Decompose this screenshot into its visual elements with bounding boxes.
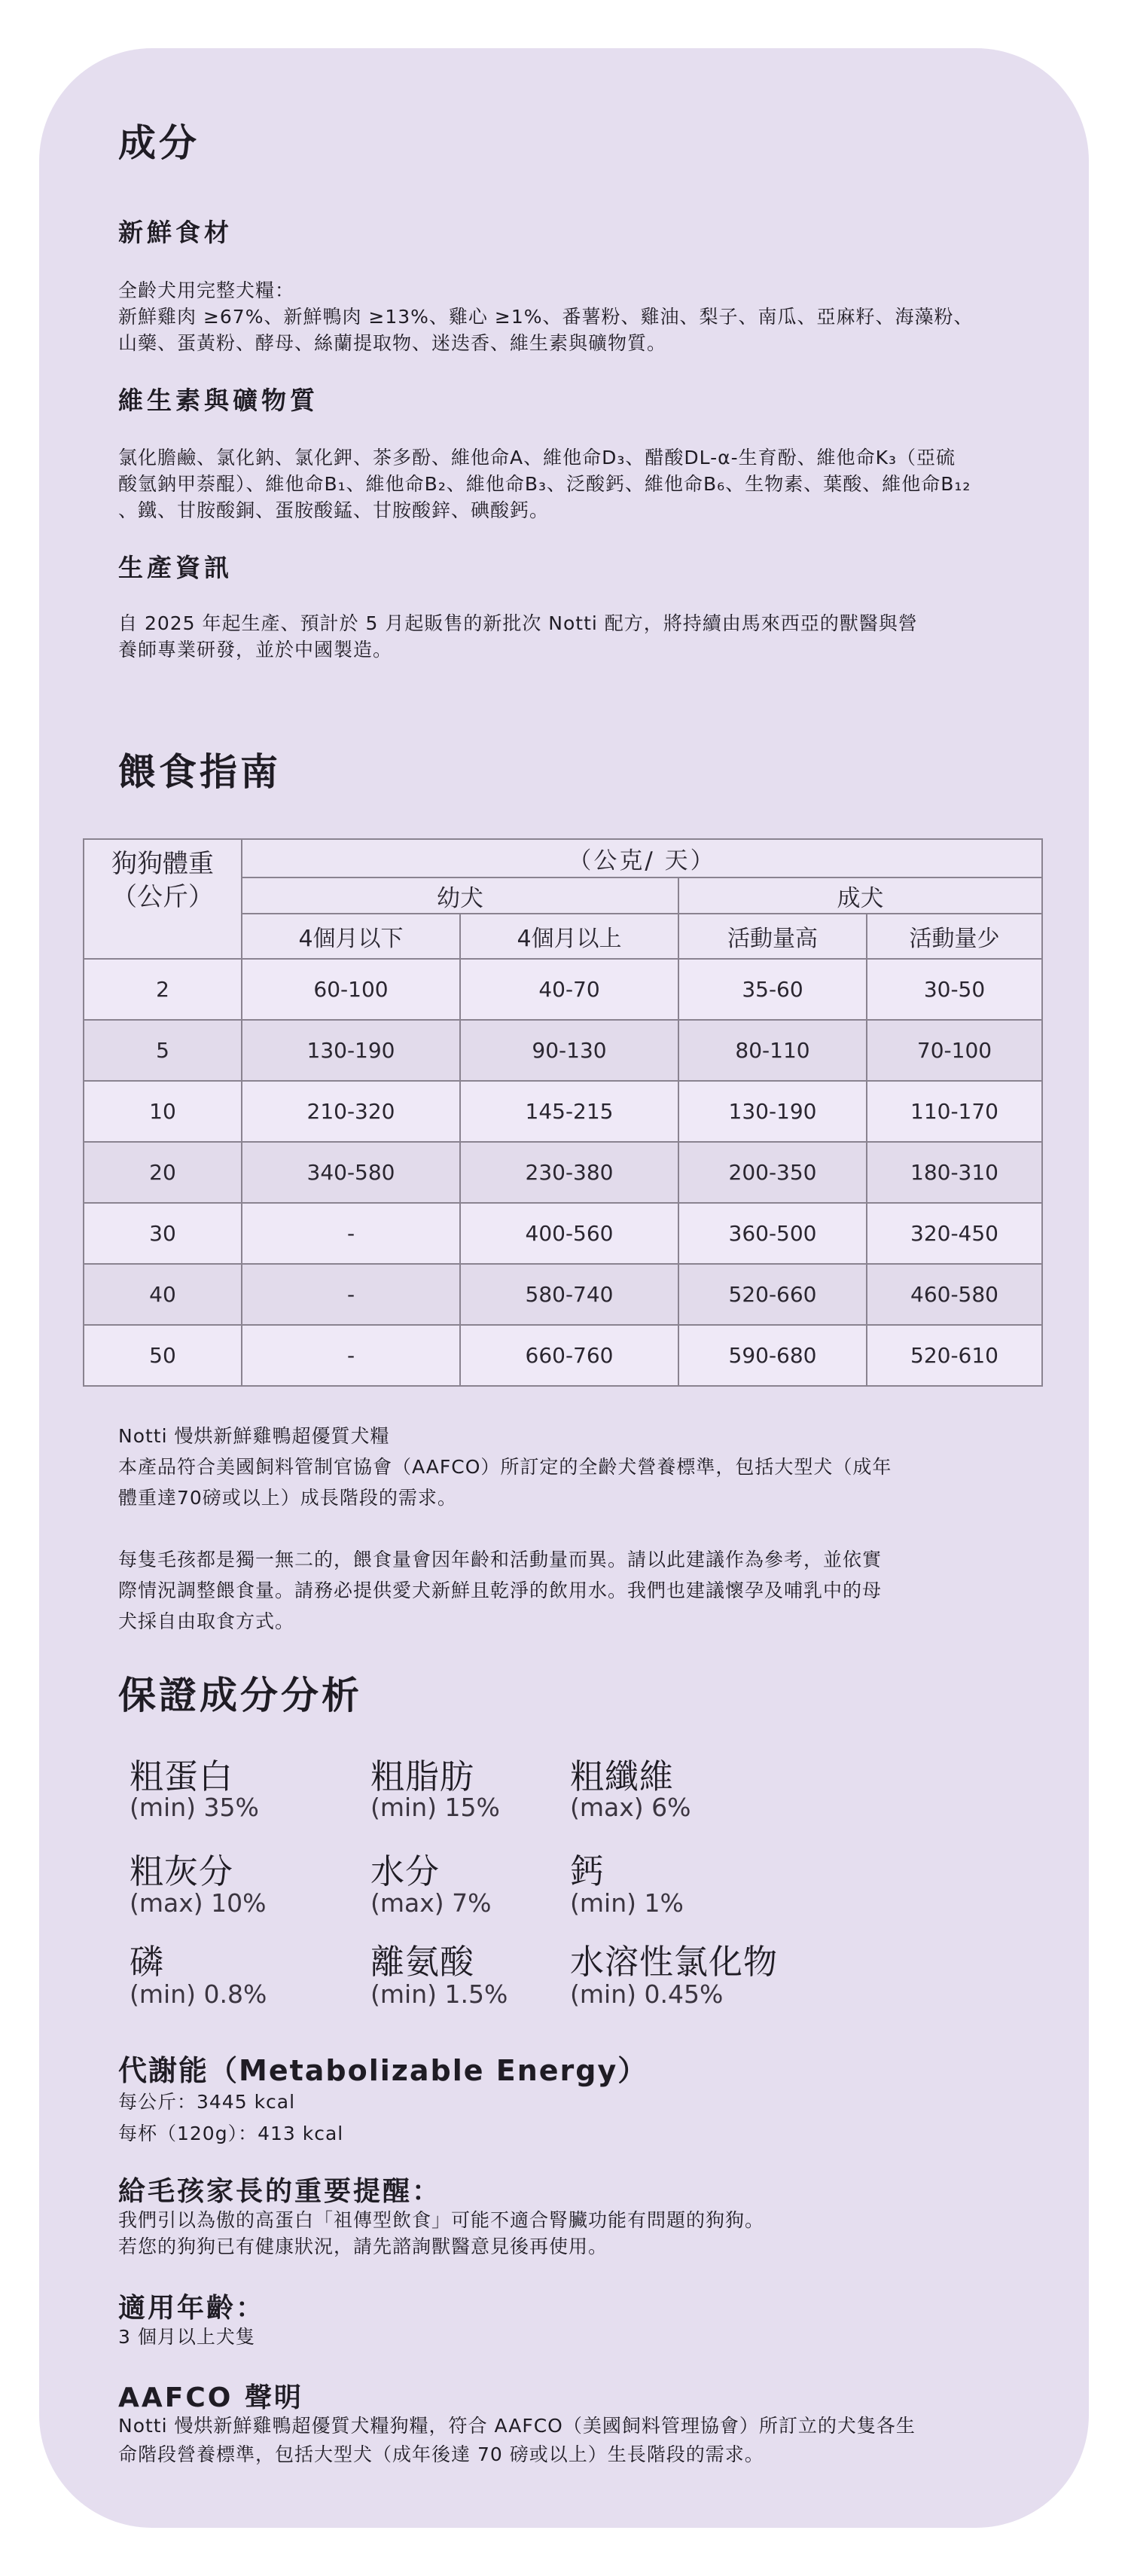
weight-cell: 5 [84,1020,242,1081]
amount-cell: 520-660 [678,1264,867,1325]
subheader-high-activity: 活動量高 [678,914,867,959]
weight-cell: 30 [84,1203,242,1264]
weight-header-unit: （公斤） [111,882,214,912]
energy-per-cup: 每杯（120g）：413 kcal [118,2123,344,2144]
analysis-item-name: 粗纖維 [570,1757,675,1796]
adult-header: 成犬 [678,877,1042,914]
text-line: 若您的狗狗已有健康狀況，請先諮詢獸醫意見後再使用。 [118,2236,608,2257]
fresh-ingredients-heading: 新鮮食材 [118,218,233,247]
amount-cell: 360-500 [678,1203,867,1264]
analysis-item-value: (max) 7% [370,1888,492,1918]
amount-cell: 60-100 [242,959,460,1020]
puppy-header: 幼犬 [242,877,678,914]
reminder-text [118,2207,764,2260]
analysis-item-value: (min) 1.5% [370,1979,508,2009]
feeding-table [83,838,1043,1387]
text-line: 每隻毛孩都是獨一無二的，餵食量會因年齡和活動量而異。請以此建議作為參考，並依實 [118,1549,883,1570]
analysis-item-name: 水溶性氯化物 [570,1942,779,1982]
amount-cell: 180-310 [867,1142,1042,1203]
weight-header [84,839,242,959]
table-row [84,959,1042,1020]
subheader-low-activity: 活動量少 [867,914,1042,959]
text-line: 山藥、蛋黃粉、酵母、絲蘭提取物、迷迭香、維生素與礦物質。 [118,332,667,354]
amount-cell: 340-580 [242,1142,460,1203]
amount-cell: 80-110 [678,1020,867,1081]
text-line: 酸氫鈉甲萘醌）、維他命B₁、維他命B₂、維他命B₃、泛酸鈣、維他命B₆、生物素、葉酸、維他命B₁₂ [118,473,971,495]
energy-title: 代謝能（Metabolizable Energy） [118,2054,648,2087]
text-line: 際情況調整餵食量。請務必提供愛犬新鮮且乾淨的飲用水。我們也建議懷孕及哺乳中的母 [118,1579,883,1601]
analysis-item-name: 離氨酸 [370,1942,475,1982]
vitamins-text [118,444,971,523]
text-line: 本產品符合美國飼料管制官協會（AAFCO）所訂定的全齡犬營養標準，包括大型犬（成年 [118,1456,892,1478]
analysis-item-value: (min) 1% [570,1888,684,1918]
table-row [84,1020,1042,1081]
fresh-ingredients-text [118,277,973,356]
amount-cell: 130-190 [678,1081,867,1142]
amount-cell: 35-60 [678,959,867,1020]
text-line: 命階段營養標準，包括大型犬（成年後達 70 磅或以上）生長階段的需求。 [118,2443,764,2465]
production-text [118,610,918,663]
amount-cell: 320-450 [867,1203,1042,1264]
amount-cell: 660-760 [460,1325,678,1386]
text-line: 體重達70磅或以上）成長階段的需求。 [118,1487,457,1509]
ingredients-title: 成分 [118,121,200,165]
analysis-item-value: (min) 15% [370,1793,500,1822]
text-line: 自 2025 年起生產、預計於 5 月起販售的新批次 Notti 配方，將持續由馬來西亞的獸醫與營 [118,612,918,634]
vitamins-heading: 維生素與礦物質 [118,386,319,415]
feeding-notes [118,1421,892,1637]
reminder-title: 給毛孩家長的重要提醒： [118,2176,442,2207]
weight-cell: 20 [84,1142,242,1203]
amount-cell: 400-560 [460,1203,678,1264]
amount-cell: 110-170 [867,1081,1042,1142]
aafco-text [118,2412,916,2469]
text-line: 我們引以為傲的高蛋白「祖傳型飲食」可能不適合腎臟功能有問題的狗狗。 [118,2209,765,2231]
weight-cell: 50 [84,1325,242,1386]
analysis-item-name: 粗蛋白 [130,1757,234,1796]
age-value: 3 個月以上犬隻 [118,2326,255,2348]
amount-cell: 70-100 [867,1020,1042,1081]
feeding-title: 餵食指南 [118,750,281,794]
amount-cell: 590-680 [678,1325,867,1386]
amount-cell: 40-70 [460,959,678,1020]
text-line: 、鐵、甘胺酸銅、蛋胺酸錳、甘胺酸鋅、碘酸鈣。 [118,499,550,521]
weight-cell: 10 [84,1081,242,1142]
analysis-item-value: (min) 35% [130,1793,259,1822]
amount-cell: - [242,1203,460,1264]
text-line: 新鮮雞肉 ≥67%、新鮮鴨肉 ≥13%、雞心 ≥1%、番薯粉、雞油、梨子、南瓜、亞麻籽、海藻粉、 [118,306,974,328]
table-row [84,1081,1042,1142]
age-title: 適用年齡： [118,2293,266,2324]
amount-cell: 460-580 [867,1264,1042,1325]
amount-cell: 145-215 [460,1081,678,1142]
analysis-item-name: 粗脂肪 [370,1757,475,1796]
weight-header-label: 狗狗體重 [111,849,214,879]
text-line: 氯化膽鹼、氯化鈉、氯化鉀、茶多酚、維他命A、維他命D₃、醋酸DL-α-生育酚、維他命K₃（亞硫 [118,447,956,469]
amount-cell: - [242,1325,460,1386]
analysis-item-name: 粗灰分 [130,1851,234,1891]
amount-cell: 520-610 [867,1325,1042,1386]
amount-cell: 90-130 [460,1020,678,1081]
analysis-item-name: 鈣 [570,1851,605,1891]
table-row [84,1325,1042,1386]
text-line: 犬採自由取食方式。 [118,1610,295,1632]
unit-header: （公克/ 天） [242,839,1042,877]
production-heading: 生產資訊 [118,553,233,582]
analysis-item-name: 磷 [130,1942,165,1982]
energy-values [118,2086,343,2150]
analysis-item-value: (max) 10% [130,1888,267,1918]
weight-cell: 2 [84,959,242,1020]
aafco-title: AAFCO 聲明 [118,2382,303,2413]
subheader-over-4-months: 4個月以上 [460,914,678,959]
subheader-under-4-months: 4個月以下 [242,914,460,959]
text-line: Notti 慢烘新鮮雞鴨超優質犬糧 [118,1425,390,1447]
energy-per-kg: 每公斤：3445 kcal [118,2091,296,2113]
amount-cell: - [242,1264,460,1325]
amount-cell: 200-350 [678,1142,867,1203]
analysis-item-value: (min) 0.8% [130,1979,267,2009]
table-row [84,1264,1042,1325]
amount-cell: 130-190 [242,1020,460,1081]
amount-cell: 580-740 [460,1264,678,1325]
amount-cell: 230-380 [460,1142,678,1203]
analysis-item-value: (max) 6% [570,1793,691,1822]
table-row [84,1203,1042,1264]
analysis-item-name: 水分 [370,1851,441,1891]
table-row [84,1142,1042,1203]
amount-cell: 30-50 [867,959,1042,1020]
text-line: 全齡犬用完整犬糧： [118,279,295,301]
weight-cell: 40 [84,1264,242,1325]
analysis-item-value: (min) 0.45% [570,1979,724,2009]
text-line: Notti 慢烘新鮮雞鴨超優質犬糧狗糧，符合 AAFCO（美國飼料管理協會）所訂立的犬隻各生 [118,2415,916,2437]
amount-cell: 210-320 [242,1081,460,1142]
analysis-title: 保證成分分析 [118,1674,362,1717]
text-line: 養師專業研發，並於中國製造。 [118,639,393,661]
